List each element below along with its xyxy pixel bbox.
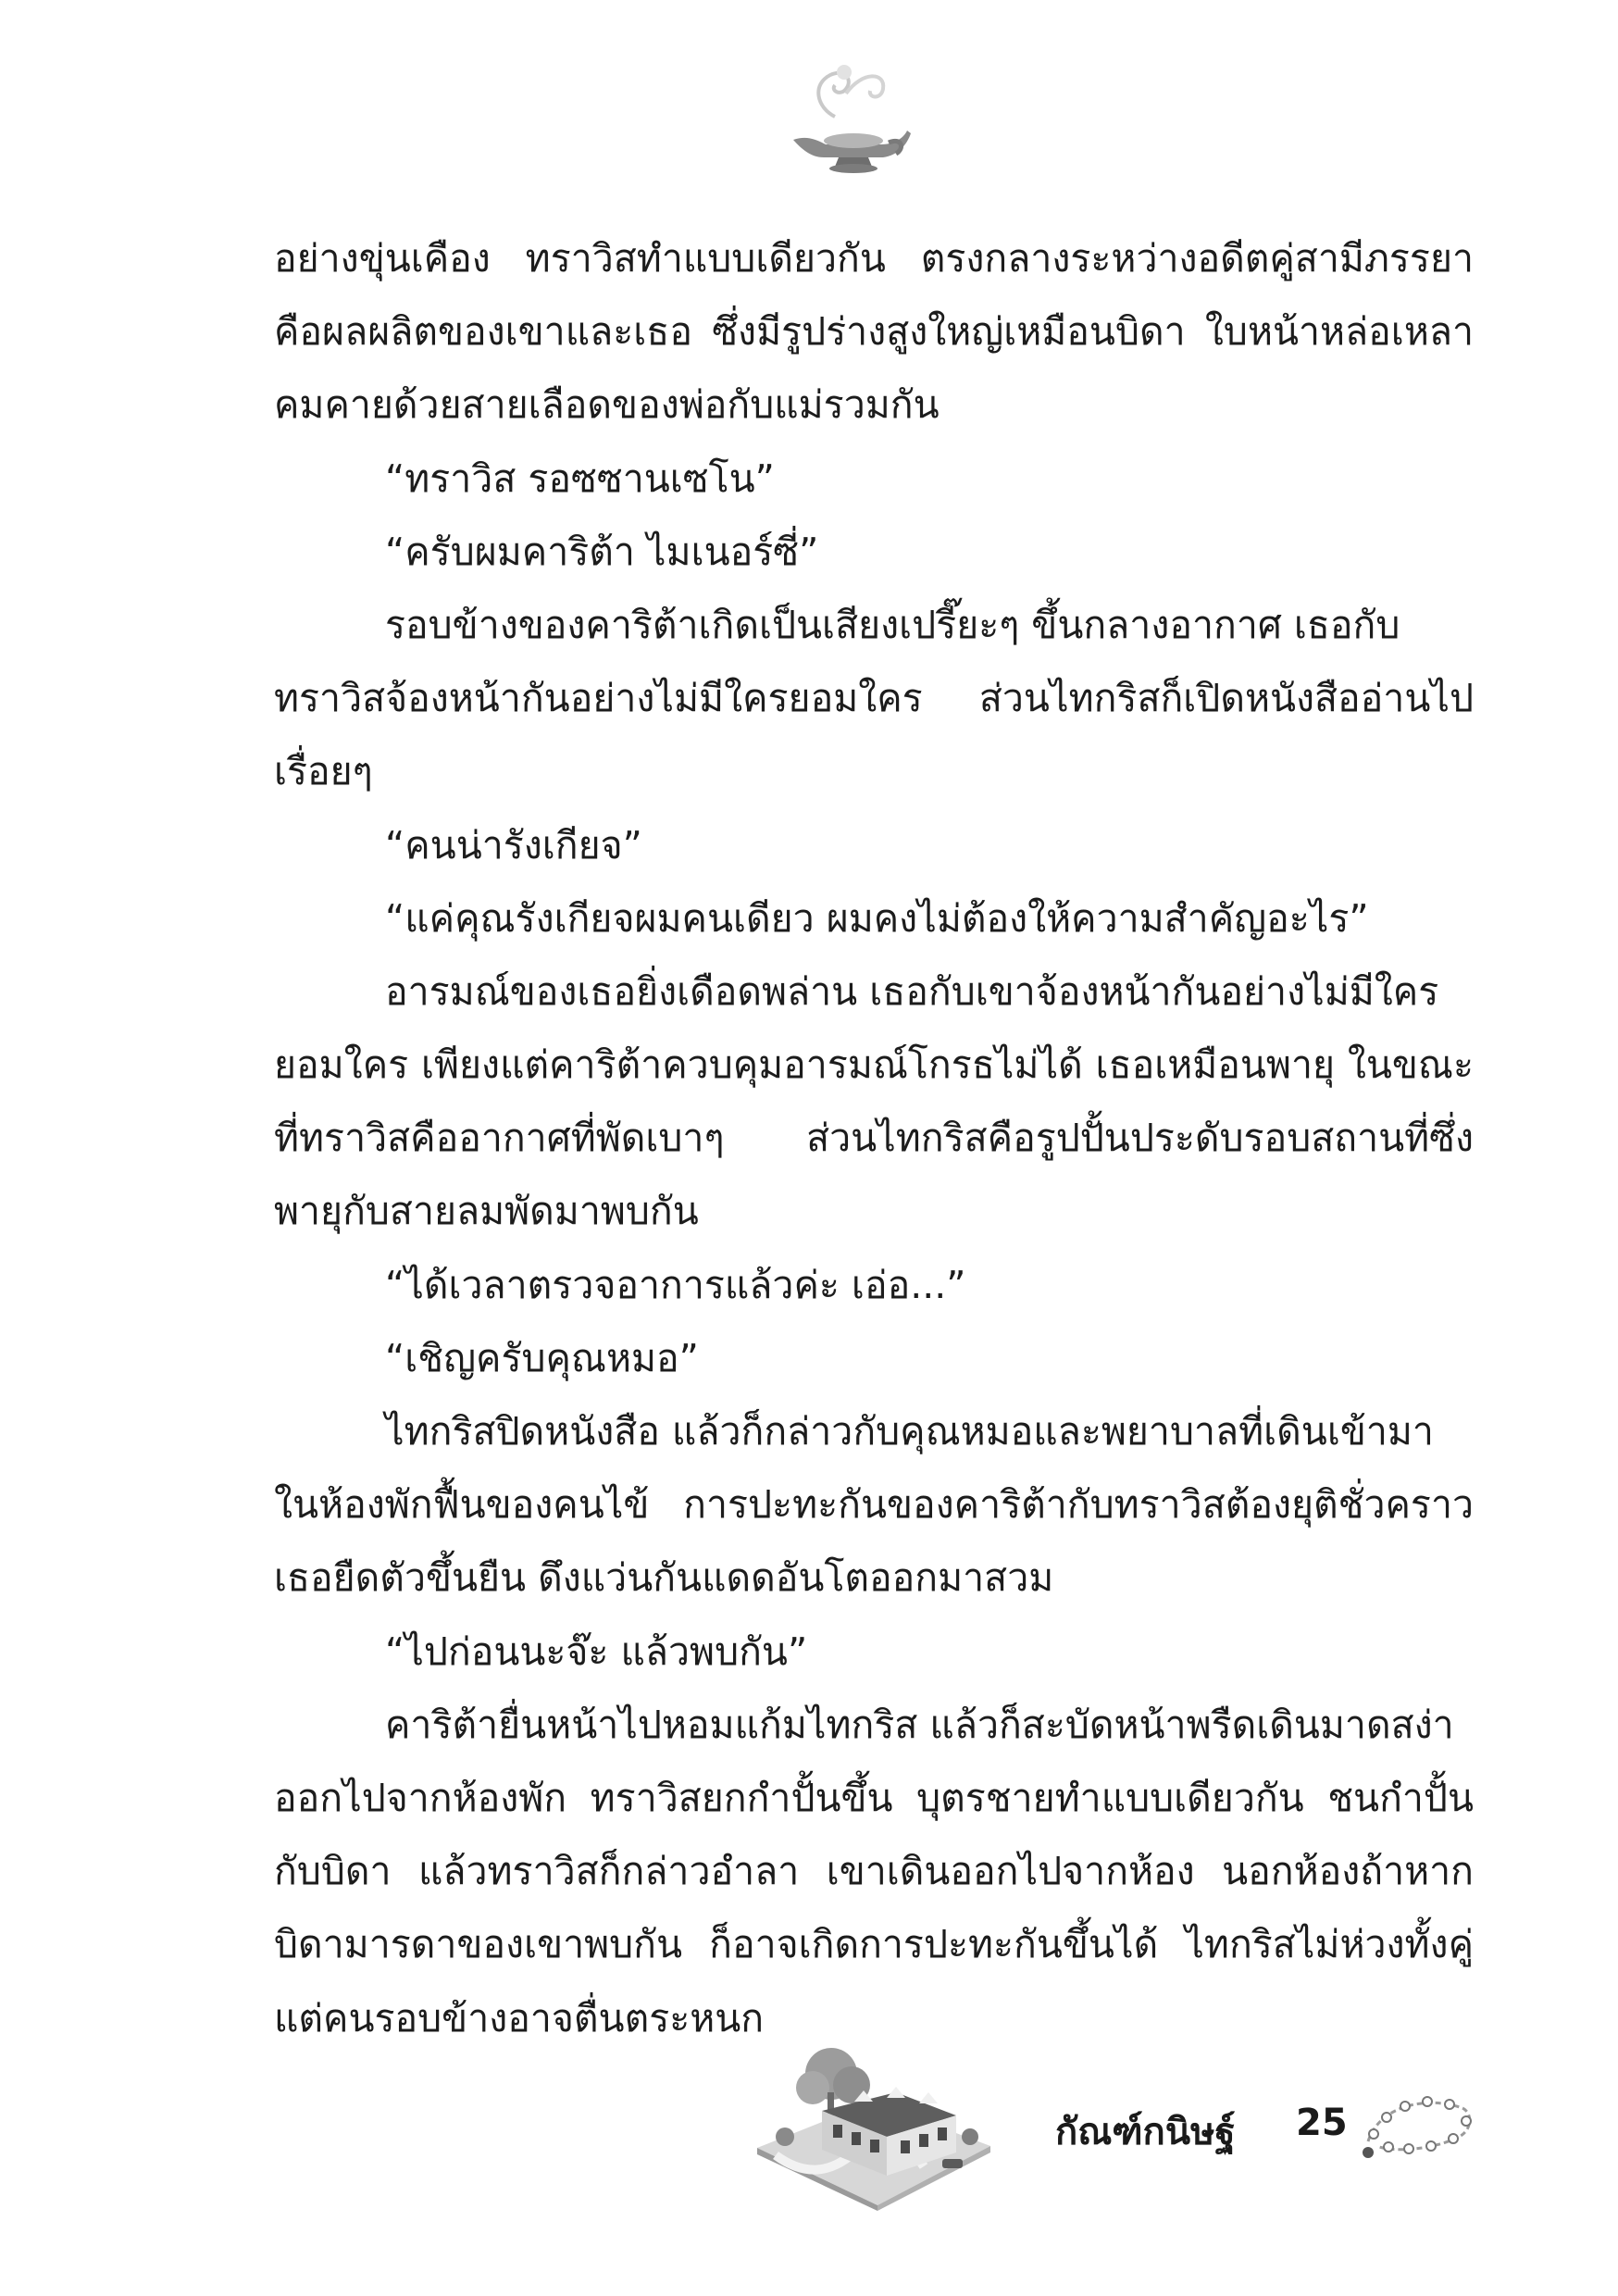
text-line: เรื่อยๆ — [274, 749, 373, 794]
dialogue-line: “ทราวิส รอซซานเซโน” — [385, 455, 775, 501]
dialogue-line: “แค่คุณรังเกียจผมคนเดียว ผมคงไม่ต้องให้ความสำคัญอะไร” — [385, 895, 1369, 941]
text-line: คาริต้ายื่นหน้าไปหอมแก้มไทกริส แล้วก็สะบัดหน้าพรืดเดินมาดสง่า — [385, 1702, 1454, 1747]
body-text — [274, 222, 1474, 2055]
dialogue-line: “คนน่ารังเกียจ” — [385, 822, 642, 867]
text-line: คมคายด้วยสายเลือดของพ่อกับแม่รวมกัน — [274, 382, 940, 428]
dialogue-line: “เชิญครับคุณหมอ” — [385, 1335, 699, 1380]
text-line: คือผลผลิตของเขาและเธอ ซึ่งมีรูปร่างสูงใหญ่เหมือนบิดา ใบหน้าหล่อเหลา — [274, 309, 1474, 355]
magic-lamp-icon — [779, 52, 918, 181]
text-line: ในห้องพักฟื้นของคนไข้ การปะทะกันของคาริต้ากับทราวิสต้องยุติชั่วคราว — [274, 1482, 1474, 1528]
text-line: ที่ทราวิสคืออากาศที่พัดเบาๆ ส่วนไทกริสคือรูปปั้นประดับรอบสถานที่ซึ่ง — [274, 1116, 1474, 1161]
mansion-icon — [748, 2037, 998, 2213]
dialogue-line: “ครับผมคาริต้า ไมเนอร์ซี่” — [385, 529, 819, 574]
book-title: กัณฑ์กนิษฐ์ — [1055, 2111, 1236, 2153]
text-line: ทราวิสจ้องหน้ากันอย่างไม่มีใครยอมใคร ส่วนไทกริสก็เปิดหนังสืออ่านไป — [274, 676, 1474, 721]
text-line: ออกไปจากห้องพัก ทราวิสยกกำปั้นขึ้น บุตรชายทำแบบเดียวกัน ชนกำปั้น — [274, 1775, 1474, 1820]
dialogue-line: “ได้เวลาตรวจอาการแล้วค่ะ เอ่อ...” — [385, 1262, 966, 1307]
text-line: เธอยืดตัวขึ้นยืน ดึงแว่นกันแดดอันโตออกมาสวม — [274, 1555, 1054, 1601]
text-line: อารมณ์ของเธอยิ่งเดือดพล่าน เธอกับเขาจ้องหน้ากันอย่างไม่มีใคร — [385, 968, 1439, 1014]
bracelet-icon — [1361, 2088, 1476, 2162]
text-line: กับบิดา แล้วทราวิสก็กล่าวอำลา เขาเดินออกไปจากห้อง นอกห้องถ้าหาก — [274, 1849, 1474, 1894]
page-number: 25 — [1296, 2102, 1348, 2144]
dialogue-line: “ไปก่อนนะจ๊ะ แล้วพบกัน” — [385, 1628, 808, 1674]
text-line: ไทกริสปิดหนังสือ แล้วก็กล่าวกับคุณหมอและพยาบาลที่เดินเข้ามา — [385, 1409, 1434, 1454]
text-line: บิดามารดาของเขาพบกัน ก็อาจเกิดการปะทะกันขึ้นได้ ไทกริสไม่ห่วงทั้งคู่ — [274, 1922, 1474, 1967]
text-line: แต่คนรอบข้างอาจตื่นตระหนก — [274, 1995, 765, 2040]
text-line: อย่างขุ่นเคือง ทราวิสทำแบบเดียวกัน ตรงกลางระหว่างอดีตคู่สามีภรรยา — [274, 236, 1474, 281]
text-line: รอบข้างของคาริต้าเกิดเป็นเสียงเปรี๊ยะๆ ขึ้นกลางอากาศ เธอกับ — [385, 602, 1400, 647]
text-line: พายุกับสายลมพัดมาพบกัน — [274, 1189, 699, 1234]
text-line: ยอมใคร เพียงแต่คาริต้าควบคุมอารมณ์โกรธไม่ได้ เธอเหมือนพายุ ในขณะ — [274, 1042, 1474, 1088]
